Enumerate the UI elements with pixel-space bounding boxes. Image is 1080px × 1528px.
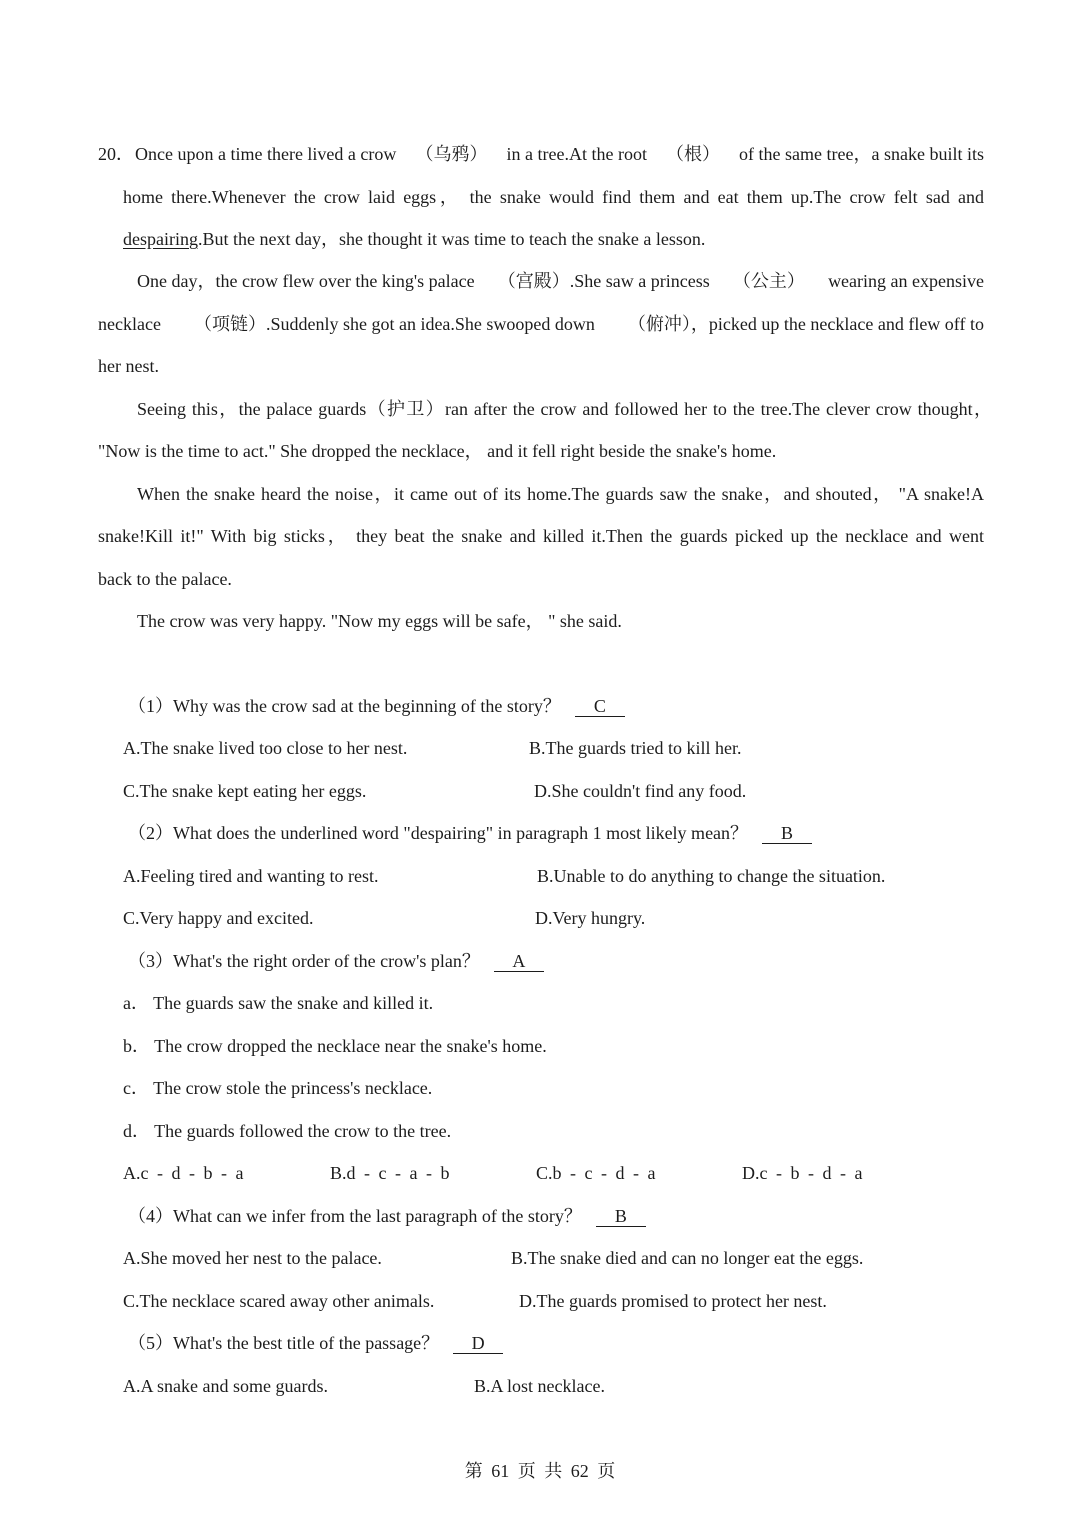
passage-line: Seeing this，the palace guards（护卫）ran after the crow and followed her to the tree.The clever crow thought， (137, 399, 992, 419)
answer-blank: D (453, 1333, 503, 1354)
option-d: D.The guards promised to protect her nest. (519, 1291, 827, 1311)
option-a: A.Feeling tired and wanting to rest. (123, 866, 379, 886)
passage-line: The crow was very happy. "Now my eggs will be safe， " she said. (137, 611, 622, 631)
plan-step: a． The guards saw the snake and killed it. (123, 993, 434, 1013)
answer-blank: B (596, 1206, 646, 1227)
stem-text: （1）Why was the crow sad at the beginning of the story？ (128, 696, 561, 716)
passage-line: her nest. (98, 356, 159, 376)
stem-text: （4）What can we infer from the last paragraph of the story？ (128, 1206, 582, 1226)
subquestion-stem (128, 821, 812, 845)
passage-line (98, 312, 984, 336)
option-b: B.d - c - a - b (330, 1163, 450, 1183)
option-a: A.c - d - b - a (123, 1163, 244, 1183)
page-number: 第 61 页 共 62 页 (464, 1461, 616, 1481)
subquestion-stem (128, 949, 544, 973)
option-b: B.Unable to do anything to change the situation. (537, 866, 886, 886)
answer-blank: C (575, 696, 625, 717)
passage-line: "Now is the time to act." She dropped the necklace， and it fell right beside the snake's home. (98, 441, 777, 461)
option-b: B.A lost necklace. (474, 1376, 605, 1396)
stem-text: （5）What's the best title of the passage？ (128, 1333, 440, 1353)
passage-line: home there.Whenever the crow laid eggs， the snake would find them and eat them up.The crow felt sad and (123, 187, 984, 207)
option-c: C.The necklace scared away other animals. (123, 1291, 435, 1311)
passage-line: back to the palace. (98, 569, 232, 589)
option-a: A.A snake and some guards. (123, 1376, 328, 1396)
underlined-word: despairing (123, 229, 198, 249)
text-span: One day，the crow flew over the king's palace (137, 271, 475, 291)
stem-text: （2）What does the underlined word "despairing" in paragraph 1 most likely mean？ (128, 823, 749, 843)
text-span: .But the next day，she thought it was time to teach the snake a lesson. (197, 229, 706, 249)
text-span: necklace (98, 314, 161, 334)
option-a: A.The snake lived too close to her nest. (123, 738, 408, 758)
option-c: C.b - c - d - a (536, 1163, 656, 1183)
option-a: A.She moved her nest to the palace. (123, 1248, 382, 1268)
option-d: D.Very hungry. (535, 908, 646, 928)
text-span: （宫殿）.She saw a princess (497, 271, 710, 291)
text-span: （乌鸦） (415, 144, 488, 164)
answer-blank: A (494, 951, 544, 972)
text-span: in a tree.At the root (506, 144, 647, 164)
option-b: B.The snake died and can no longer eat the eggs. (511, 1248, 864, 1268)
text-span: （根） (666, 144, 720, 164)
subquestion-stem (128, 1204, 646, 1228)
option-d: D.She couldn't find any food. (534, 781, 747, 801)
passage-line: When the snake heard the noise，it came out of its home.The guards saw the snake，and shouted， "A snake!A (137, 484, 984, 504)
text-span: wearing an expensive (828, 271, 984, 291)
option-c: C.Very happy and excited. (123, 908, 314, 928)
passage-line: snake!Kill it!" With big sticks， they beat the snake and killed it.Then the guards picked up the necklace and went (98, 526, 984, 546)
plan-step: c． The crow stole the princess's necklace. (123, 1078, 433, 1098)
answer-blank: B (762, 823, 812, 844)
option-d: D.c - b - d - a (742, 1163, 863, 1183)
text-span: of the same tree，a snake built its (739, 144, 984, 164)
option-b: B.The guards tried to kill her. (529, 738, 742, 758)
passage-line (123, 227, 705, 251)
text-span: （公主） (732, 271, 805, 291)
text-span: （项链）.Suddenly she got an idea.She swooped down (193, 314, 595, 334)
question-number: 20． (98, 144, 134, 164)
text-span: Once upon a time there lived a crow (135, 144, 397, 164)
stem-text: （3）What's the right order of the crow's plan？ (128, 951, 480, 971)
passage-line (137, 269, 984, 293)
subquestion-stem (128, 1331, 503, 1355)
passage-line (135, 142, 984, 166)
subquestion-stem (128, 694, 625, 718)
text-span: （俯冲），picked up the necklace and flew off to (627, 314, 984, 334)
plan-step: b． The crow dropped the necklace near the snake's home. (123, 1036, 547, 1056)
option-c: C.The snake kept eating her eggs. (123, 781, 367, 801)
plan-step: d． The guards followed the crow to the tree. (123, 1121, 452, 1141)
